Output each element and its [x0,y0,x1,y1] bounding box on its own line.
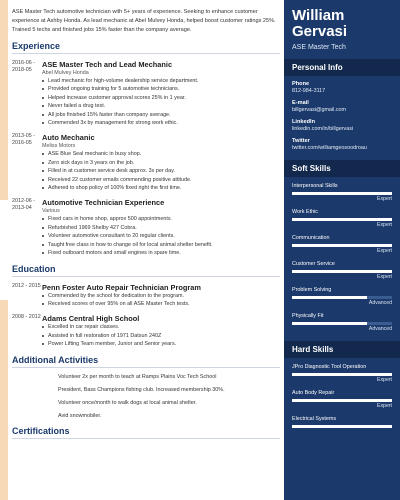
skill-level: Expert [377,222,392,228]
bullet-item: Provided ongoing training for 5 automotive technicians. [42,85,280,93]
bullet-item: Helped increase customer approval scores 25% in 1 year. [42,94,280,102]
bullet-item: All jobs finished 15% faster than company average. [42,111,280,119]
job-company: Various [42,208,60,215]
email-value: billgervasi@gmail.com [292,107,347,113]
skill-bar [292,244,392,247]
hard-skills-list [284,364,400,428]
skill-item [284,209,400,229]
skill-bar [292,399,392,402]
skill-name: Interpersonal Skills [292,183,338,189]
education-bullets [42,323,280,348]
skill-level: Expert [377,274,392,280]
job-bullets [42,150,280,192]
bullet-item: Volunteer automotive consultant to 20 regular clients. [42,232,280,240]
job-date: 2016-06 - 2018-05 [12,60,36,73]
education-heading: Education [12,264,280,277]
bullet-item: Fixed cars in home shop, approx 500 appointments. [42,215,280,223]
experience-heading: Experience [12,41,280,54]
skill-name: Communication [292,235,330,241]
bullet-item: Power Lifting Team member, Junior and Senior years. [42,340,280,348]
skill-bar [292,270,392,273]
skill-bar [292,218,392,221]
summary-text: ASE Master Tech automotive technician with 5+ years of experience. Seeking to enhance customer experience at Ashby Honda. As lead mechanic at Abel Mulvey Honda, helped boost customer ratings 25%. Trained 5 techs and finished jobs 15% faster than the company average. [12,9,276,33]
skill-item [284,313,400,333]
skill-bar-fill [292,399,392,402]
job-body [42,60,280,127]
job-body [42,133,280,192]
education-title: Adams Central High School [42,314,140,324]
phone-value: 812-984-3117 [292,88,326,94]
skill-bar [292,192,392,195]
education-date: 2012 - 2015 [12,282,41,289]
job-entry [12,60,280,127]
last-name: Gervasi [292,23,348,40]
first-name: William [292,7,345,24]
soft-skills-heading: Soft Skills [284,160,400,177]
job-title: ASE Master Tech and Lead Mechanic [42,60,173,69]
bullet-item: Refurbished 1969 Shelby 427 Cobra. [42,224,280,232]
skill-bar-fill [292,218,392,221]
job-bullets [42,77,280,127]
personal-info [284,81,400,152]
bullet-item: Received scores of over 95% on all ASE Master Tech tests. [42,300,280,308]
education-title: Penn Foster Auto Repair Technician Program [42,282,201,292]
skill-bar-fill [292,270,392,273]
skill-item [284,287,400,307]
activity-item: President, Bass Champions fishing club. Increased membership 30%. [58,386,225,393]
bullet-item: Commended by the school for dedication to the program. [42,292,280,300]
bullet-item: Received 22 customer emails commending positive attitude. [42,176,280,184]
bullet-item: Lead mechanic for high-volume dealership service department. [42,77,280,85]
skill-item [284,261,400,281]
skill-level: Expert [377,196,392,202]
skill-name: Electrical Systems [292,416,337,422]
skill-bar-fill [292,373,392,376]
hard-skills-heading: Hard Skills [284,341,400,358]
soft-skills-list [284,183,400,333]
activities-heading: Additional Activities [12,355,280,368]
linkedin-label: LinkedIn [292,119,315,125]
skill-level: Advanced [368,300,392,306]
skill-name: Problem Solving [292,287,332,293]
skill-level: Advanced [368,326,392,332]
job-bullets [42,215,280,257]
job-date: 2012-06 - 2013-04 [12,198,36,212]
education-body [42,283,280,309]
job-company: Abel Mulvey Honda [42,70,89,76]
resume-main-column [12,0,280,500]
skill-name: Auto Body Repair [292,390,335,396]
skill-bar [292,296,392,299]
skill-level: Expert [377,403,392,409]
skill-name: Customer Service [292,261,335,267]
skill-item [284,364,400,384]
skill-bar-fill [292,322,367,325]
left-accent-strip [0,0,8,200]
education-entry [12,283,280,309]
bullet-item: Zero sick days in 3 years on the job. [42,159,280,167]
bullet-item: Excelled in car repair classes. [42,323,280,331]
skill-name: Physically Fit [292,313,324,319]
skill-bar-fill [292,425,392,428]
education-date: 2008 - 2012 [12,314,41,321]
bullet-item: Fixed outboard motors and small engines in spare time. [42,249,280,257]
skill-item [284,390,400,410]
skill-item [284,235,400,255]
job-entry [12,198,280,257]
skill-bar-fill [292,244,392,247]
skill-bar [292,373,392,376]
certifications-heading: Certifications [12,426,280,439]
job-company: Meliss Motors [42,143,76,150]
skill-name: Work Ethic [292,209,318,215]
job-body [42,198,280,257]
personal-info-heading: Personal Info [284,59,400,76]
skill-bar [292,425,392,428]
bullet-item: Commended 3x by management for strong work ethic. [42,119,280,127]
education-bullets [42,292,280,309]
bullet-item: Filled in at customer service desk approx. 3x per day. [42,167,280,175]
education-entry [12,314,280,348]
skill-item [284,183,400,203]
activity-item: Volunteer once/month to walk dogs at local animal shelter. [58,399,197,406]
resume-sidebar [284,0,400,500]
job-role: ASE Master Tech [292,44,346,51]
bullet-item: Never failed a drug test. [42,102,280,110]
job-entry [12,133,280,192]
bullet-item: Adhered to shop policy of 100% fixed right the first time. [42,184,280,192]
job-date: 2013-05 - 2016-05 [12,133,36,147]
email-label: E-mail [292,100,309,106]
skill-level: Expert [377,248,392,254]
left-accent-strip-lower [0,300,8,500]
skill-bar-fill [292,296,367,299]
job-title: Auto Mechanic [42,133,95,143]
skill-bar [292,322,392,325]
skill-item [284,416,400,428]
bullet-item: ASE Blue Seal mechanic in busy shop. [42,150,280,158]
skill-bar-fill [292,192,392,195]
twitter-label: Twitter [292,138,310,144]
bullet-item: Taught free class in how to change oil for local animal shelter benefit. [42,241,280,249]
activity-item: Volunteer 2x per month to teach at Ramps Plains Voc Tech School [58,373,217,380]
job-title: Automotive Technician Experience [42,198,165,208]
phone-label: Phone [292,81,310,87]
education-body [42,314,280,348]
bullet-item: Assisted in full restoration of 1971 Datsun 240Z [42,332,280,340]
skill-name: JPro Diagnostic Tool Operation [292,364,367,370]
twitter-value: twitter.com/williamgeosoodroau [292,145,367,151]
skill-level: Expert [377,377,392,383]
linkedin-value: linkedin.com/in/billgervasi [292,126,354,132]
activity-item: Avid snowmobiler. [58,412,102,419]
